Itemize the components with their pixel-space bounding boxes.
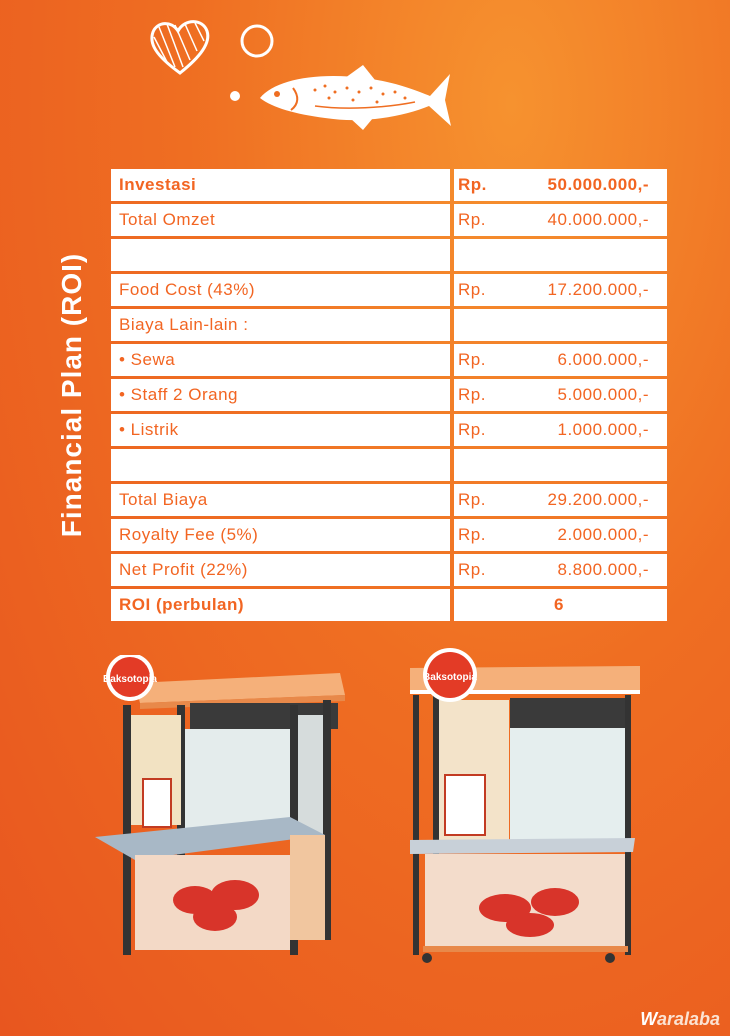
watermark-text: aralaba <box>656 1009 720 1029</box>
currency-label: Rp. <box>458 490 486 509</box>
amount-value: 29.200.000,- <box>547 490 649 509</box>
row-label <box>111 239 450 271</box>
row-label <box>111 449 450 481</box>
table-row <box>111 519 667 551</box>
roi-table <box>111 166 667 624</box>
row-value <box>454 379 667 411</box>
row-value <box>454 169 667 201</box>
row-label: Biaya Lain-lain : <box>111 309 450 341</box>
currency-label: Rp. <box>458 385 486 404</box>
table-row <box>111 589 667 621</box>
table-row <box>111 274 667 306</box>
table-row <box>111 379 667 411</box>
amount-value: 8.800.000,- <box>557 560 649 579</box>
row-value <box>454 589 667 621</box>
row-label: • Staff 2 Orang <box>111 379 450 411</box>
currency-label: Rp. <box>458 420 486 439</box>
kiosk-image-left <box>95 655 355 975</box>
row-value <box>454 204 667 236</box>
currency-label: Rp. <box>458 350 486 369</box>
amount-value: 40.000.000,- <box>547 210 649 229</box>
currency-label: Rp. <box>458 210 486 229</box>
watermark-logo <box>640 1009 720 1030</box>
fish-icon <box>255 62 455 134</box>
currency-label: Rp. <box>458 175 487 194</box>
row-value <box>454 484 667 516</box>
row-value <box>454 344 667 376</box>
row-label: ROI (perbulan) <box>111 589 450 621</box>
kiosk-image-right <box>405 640 650 970</box>
amount-value: 50.000.000,- <box>547 175 649 194</box>
table-row <box>111 204 667 236</box>
row-value <box>454 309 667 341</box>
table-row <box>111 169 667 201</box>
currency-label: Rp. <box>458 560 486 579</box>
row-label: Investasi <box>111 169 450 201</box>
row-value <box>454 554 667 586</box>
circle-outline-icon <box>238 22 276 60</box>
table-row <box>111 414 667 446</box>
amount-value: 1.000.000,- <box>557 420 649 439</box>
amount-value: 17.200.000,- <box>547 280 649 299</box>
table-row <box>111 239 667 271</box>
table-row <box>111 344 667 376</box>
amount-value: 6.000.000,- <box>557 350 649 369</box>
amount-value: 5.000.000,- <box>557 385 649 404</box>
heart-icon <box>145 15 215 77</box>
row-value <box>454 449 667 481</box>
row-value <box>454 239 667 271</box>
row-value <box>454 519 667 551</box>
amount-value: 6 <box>554 595 564 614</box>
currency-label: Rp. <box>458 525 486 544</box>
row-label: Royalty Fee (5%) <box>111 519 450 551</box>
row-label: • Sewa <box>111 344 450 376</box>
amount-value: 2.000.000,- <box>557 525 649 544</box>
row-value <box>454 414 667 446</box>
row-label: Total Omzet <box>111 204 450 236</box>
row-label: • Listrik <box>111 414 450 446</box>
watermark-w: W <box>640 1009 657 1029</box>
table-row <box>111 554 667 586</box>
kiosk-logo-right: Baksotopia <box>423 672 477 683</box>
row-label: Total Biaya <box>111 484 450 516</box>
table-row <box>111 309 667 341</box>
dot-icon <box>229 90 241 102</box>
row-value <box>454 274 667 306</box>
row-label: Food Cost (43%) <box>111 274 450 306</box>
side-title: Financial Plan (ROI) <box>56 252 87 538</box>
row-label: Net Profit (22%) <box>111 554 450 586</box>
table-row <box>111 484 667 516</box>
currency-label: Rp. <box>458 280 486 299</box>
table-row <box>111 449 667 481</box>
kiosk-logo-left: Baksotopia <box>103 674 157 685</box>
